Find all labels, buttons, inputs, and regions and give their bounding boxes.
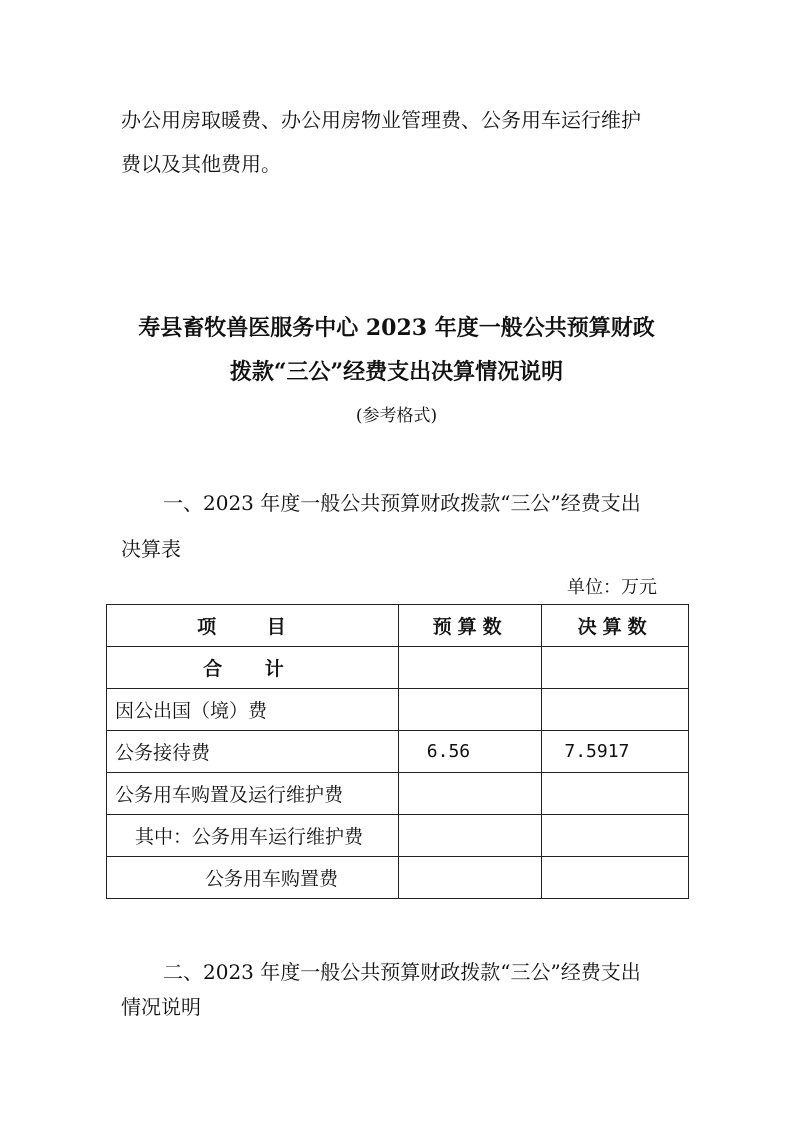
row-budget: [398, 857, 542, 899]
table-row: [107, 815, 689, 857]
row-budget: [398, 689, 542, 731]
row-label: 公务用车购置费: [107, 857, 399, 899]
row-label: 其中：公务用车运行维护费: [107, 815, 399, 857]
row-label: 因公出国（境）费: [107, 689, 399, 731]
row-actual: [542, 647, 689, 689]
table-row: [107, 731, 689, 773]
page-title-line-1: 寿县畜牧兽医服务中心 2023 年度一般公共预算财政: [138, 315, 655, 341]
table-row: [107, 689, 689, 731]
row-actual: [542, 857, 689, 899]
table-row: [107, 773, 689, 815]
row-label: 合 计: [107, 647, 399, 689]
section1-heading-line-1: 一、2023 年度一般公共预算财政拨款“三公”经费支出: [163, 491, 641, 515]
table-header-row: [107, 605, 689, 647]
table-row-total: [107, 647, 689, 689]
header-actual: 决算数: [542, 605, 689, 647]
header-budget: 预算数: [398, 605, 542, 647]
row-actual: [542, 773, 689, 815]
section2-heading-line-2: 情况说明: [121, 995, 201, 1019]
row-budget: [398, 815, 542, 857]
row-budget: [398, 773, 542, 815]
expense-table: [106, 604, 689, 899]
section2-heading-line-1: 二、2023 年度一般公共预算财政拨款“三公”经费支出: [163, 960, 641, 984]
table-row: [107, 857, 689, 899]
row-actual: [542, 689, 689, 731]
row-actual: [542, 815, 689, 857]
intro-text-line-1: 办公用房取暖费、办公用房物业管理费、公务用车运行维护: [121, 108, 641, 132]
row-label: 公务用车购置及运行维护费: [107, 773, 399, 815]
section1-heading-line-2: 决算表: [121, 537, 181, 561]
row-budget: [398, 647, 542, 689]
intro-text-line-2: 费以及其他费用。: [121, 152, 281, 176]
page-subtitle: (参考格式): [355, 406, 438, 426]
unit-label: 单位：万元: [567, 577, 657, 598]
row-budget: 6.56: [398, 731, 542, 773]
row-actual: 7.5917: [542, 731, 689, 773]
header-item: 项 目: [107, 605, 399, 647]
page-title-line-2: 拨款“三公”经费支出决算情况说明: [229, 359, 564, 385]
row-label: 公务接待费: [107, 731, 399, 773]
